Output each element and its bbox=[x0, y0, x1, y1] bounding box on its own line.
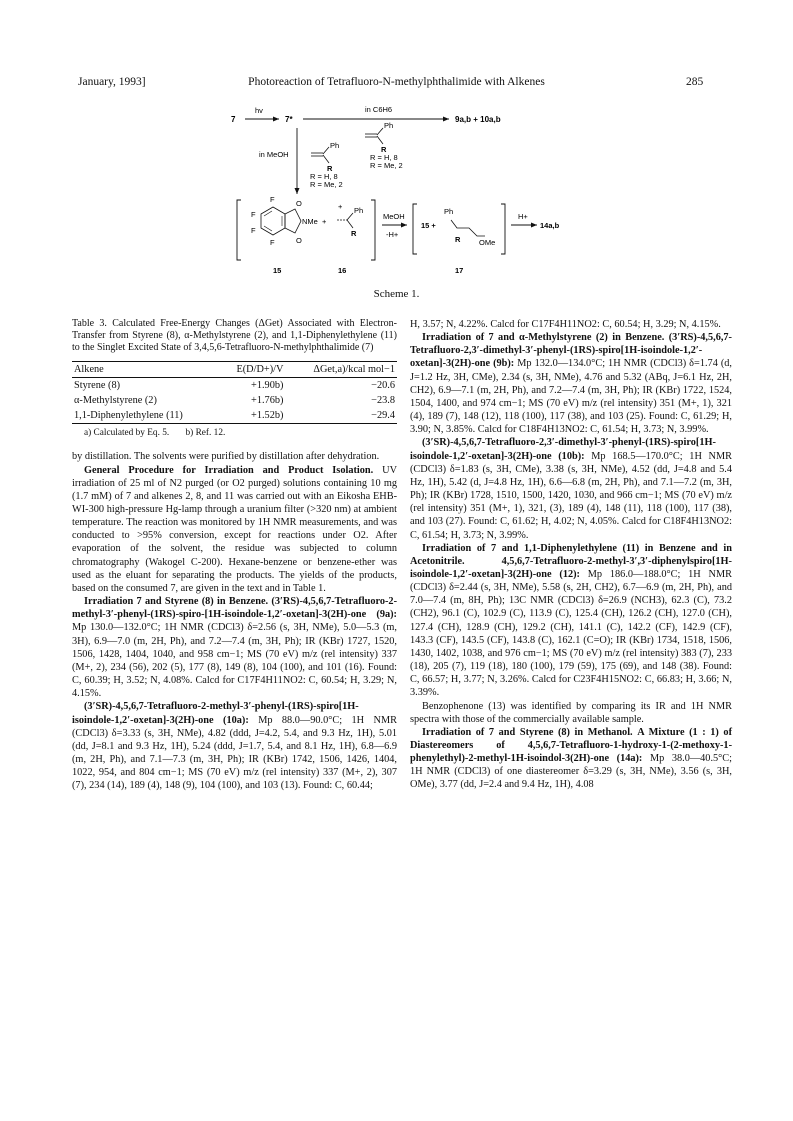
section-heading: General Procedure for Irradiation and Product Isolation. bbox=[84, 464, 374, 476]
scheme-f-2: F bbox=[251, 210, 256, 219]
running-head-date: January, 1993] bbox=[78, 76, 146, 88]
right-column bbox=[410, 318, 732, 792]
arrowhead-hv bbox=[273, 117, 279, 122]
table-cell-dg: −20.6 bbox=[371, 379, 395, 391]
bracket-right-1 bbox=[371, 200, 375, 260]
table-footnotes bbox=[84, 427, 397, 440]
compound-name: (3′RS)-4,5,6,7-Tetrafluoro-2-methyl-3′-phenyl-(1RS)-spiro-[1H-isoindole-1,2′-oxetan]-3(2H)-one (9a): bbox=[72, 596, 398, 621]
scheme-r-3: R bbox=[351, 229, 357, 238]
scheme-ph-4: Ph bbox=[444, 207, 454, 216]
paragraph bbox=[410, 542, 732, 700]
scheme-r-4: R bbox=[455, 235, 461, 244]
scheme-hv: hv bbox=[255, 106, 263, 115]
paragraph bbox=[410, 436, 732, 541]
left-column bbox=[72, 318, 397, 792]
table-row bbox=[72, 393, 397, 408]
arrowhead-meoh-horizontal bbox=[401, 223, 407, 228]
scheme-ph-3: Ph bbox=[354, 206, 364, 215]
ring-15-imide bbox=[285, 209, 301, 233]
scheme-minus-h: -H+ bbox=[386, 230, 399, 239]
bracket-right-2 bbox=[501, 204, 505, 254]
ring-15-benzene bbox=[261, 207, 285, 235]
scheme-f-3: F bbox=[251, 226, 256, 235]
scheme-caption: Scheme 1. bbox=[373, 288, 420, 300]
scheme-rdef-top-2: R = Me, 2 bbox=[370, 161, 403, 170]
radical-cation-bond-3 bbox=[347, 220, 353, 228]
scheme-plus-1: + bbox=[322, 217, 327, 226]
paragraph: by distillation. The solvents were purified by distillation after dehydration. bbox=[72, 451, 380, 463]
table-cell-potential: +1.90b) bbox=[251, 379, 284, 391]
scheme-in-c6h6: in C6H6 bbox=[365, 105, 393, 114]
scheme-plus-radical: + bbox=[338, 202, 343, 211]
scheme-rdef-left-2: R = Me, 2 bbox=[310, 180, 343, 189]
section-heading: Irradiation of 7 and α-Methylstyrene (2) in Benzene. bbox=[422, 332, 665, 344]
scheme-h-plus: H+ bbox=[518, 212, 528, 221]
scheme-label-7star: 7* bbox=[285, 115, 293, 124]
table-cell-alkene: 1,1-Diphenylethylene (11) bbox=[72, 408, 219, 424]
paragraph-text: Mp 168.5—170.0°C; 1H NMR (CDCl3) δ=1.83 (s, 3H, CMe), 3.38 (s, 3H, NMe), 4.52 (dd, J=4.8 and 5.4 Hz, 1H), 5.42 (d, J=4.8 Hz, 1H), 6.6—6.8 (m, 2H, Ph), and 7.1—7.2 (m, 3H, Ph); IR (KBr) 1728, 1510, 1500, 1420, 1030, and 966 cm−1; MS (70 eV) m/z (rel intensity) 351 (M+, 1), 321, (3), 189 (4), 148 (11), 118 (100), 117 (38), and 103 (27). Found: C, 61.62; H, 4.02; N, 4.05%. Calcd for C18F4H13NO2: C, 61.54; H, 3.73; N, 3.99%. bbox=[410, 450, 732, 541]
section-heading: Irradiation 7 and Styrene (8) in Benzene. bbox=[84, 596, 269, 608]
scheme-ph-2: Ph bbox=[330, 141, 340, 150]
scheme-f-4: F bbox=[270, 238, 275, 247]
table-cell-dg: −23.8 bbox=[371, 394, 395, 406]
table-row bbox=[72, 377, 397, 393]
scheme-f-1: F bbox=[270, 195, 275, 204]
paragraph-text: Mp 88.0—90.0°C; 1H NMR (CDCl3) δ=3.33 (s, 3H, NMe), 4.82 (ddd, J=4.2, 5.4, and 9.3 Hz, 1H), 5.01 (dd, J=8.1 and 9.3 Hz, 1H), 5.24 (ddd, J=1.7, 5.4, and 8.1 Hz, 1H), 6.8—6.9 (m, 2H, Ph), and 7.1—7.3 (m, 3H, Ph); IR (KBr) 1742, 1506, 1426, 1404, 1022, 954, and 804 cm−1; MS (70 eV) m/z (rel intensity) 337 (M+, 2), 307 (7), 234 (14), 189 (4), 148 (9), 104 (100), and 103 (13). Found: C, 60.44; bbox=[72, 714, 397, 792]
compound-name: (3′SR)-4,5,6,7-Tetrafluoro-2,3′-dimethyl-3′-phenyl-(1RS)-spiro[1H-isoindole-1,2′-oxetan]-3(2H)-one (10b): bbox=[410, 437, 716, 462]
table-header-row bbox=[72, 361, 397, 377]
paragraph bbox=[72, 595, 397, 700]
scheme-rdef-top-1: R = H, 8 bbox=[370, 153, 398, 162]
table-cell-potential: +1.52b) bbox=[219, 408, 285, 424]
paragraph-text: UV irradiation of 25 ml of N2 purged (or O2 purged) solutions containing 10 mg (1.7 mM) of 7 and alkenes 2, 8, and 11 was carried out with an Eikosha EHB-WI-300 high-pressure Hg-lamp through a uranium filter (>320 nm) at ambient temperature. The reaction was monitored by 1H NMR measurements, and was conducted to >95% conversion, except for reactions under O2. After evaporation of the solvent, the residue was subjected to column chromatography (Wakogel C-200). Hexane-benzene or benzene-ether was used as the eluant for separating the products. The yields of the products, based on the consumed 7, are given in the text and in Table 1. bbox=[72, 464, 398, 594]
section-heading: Irradiation of 7 and 1,1-Diphenylethylene (11) in Benzene and in Acetonitrile. bbox=[410, 542, 732, 567]
scheme-label-16: 16 bbox=[338, 266, 347, 275]
paragraph: Benzophenone (13) was identified by comparing its IR and 1H NMR spectra with those of the commercially available sample. bbox=[410, 700, 732, 725]
paragraph-text: Mp 132.0—134.0°C; 1H NMR (CDCl3) δ=1.74 (d, J=1.2 Hz, 3H, CMe), 2.34 (s, 3H, NMe), 4.76 and 5.32 (ABq, J=6.1 Hz, 2H, CH2), 6.9—7.1 (m, 2H, Ph), and 7.2—7.4 (m, 3H, Ph); IR (KBr) 1722, 1524, 1504, 1400, and 974 cm−1; MS (70 eV) m/z (rel intensity) 351 (M+, 1), 321 (4), 189 (7), 148 (12), 118 (100), 117 (38), and 103 (25). Found: C, 61.29; H, 3.90; N, 3.85%. Calcd for C18F4H13NO2: C, 61.54; H, 3.73; N, 3.99%. bbox=[410, 358, 732, 436]
section-heading: Irradiation of 7 and Styrene (8) in Methanol. bbox=[422, 726, 633, 738]
table-col-dg: ΔGet,a)/kcal mol−1 bbox=[285, 361, 397, 377]
scheme-o-2: O bbox=[296, 236, 302, 245]
scheme-r-2: R bbox=[327, 164, 333, 173]
scheme-ome: OMe bbox=[479, 238, 496, 247]
arrowhead-benzene bbox=[443, 117, 449, 122]
table-footnote-b: b) Ref. 12. bbox=[185, 428, 226, 439]
page-number: 285 bbox=[686, 76, 704, 88]
table-footnote-a: a) Calculated by Eq. 5. bbox=[84, 428, 170, 439]
bracket-left-1 bbox=[237, 200, 241, 260]
scheme-1-figure bbox=[215, 88, 575, 288]
paragraph: H, 3.57; N, 4.22%. Calcd for C17F4H11NO2: C, 60.54; H, 3.29; N, 4.15%. bbox=[410, 319, 721, 330]
scheme-r-1: R bbox=[381, 145, 387, 154]
table-cell-dg: −29.4 bbox=[285, 408, 397, 424]
scheme-rdef-left-1: R = H, 8 bbox=[310, 172, 338, 181]
scheme-o-1: O bbox=[296, 199, 302, 208]
compound-name: 4,5,6,7-Tetrafluoro-2-methyl-3′,3′-diphenylspiro[1H-isoindole-1,2′-oxetan]-3(2H)-one (12): bbox=[410, 555, 732, 580]
running-head-title: Photoreaction of Tetrafluoro-N-methylphthalimide with Alkenes bbox=[248, 76, 545, 88]
scheme-product-14: 14a,b bbox=[540, 221, 560, 230]
radical-cation-bond-2 bbox=[347, 213, 353, 220]
alkene-bond-r-1 bbox=[377, 136, 383, 144]
table-3-caption: Table 3. Calculated Free-Energy Changes (ΔGet) Associated with Electron-Transfer from Styrene (8), α-Methylstyrene (2), and 1,1-Diphenylethylene (11) to the Singlet Excited State of 3,4,5,6-Tetrafluoro-N-methylphthalimide (7) bbox=[72, 318, 397, 354]
table-row bbox=[72, 408, 397, 424]
scheme-nme: NMe bbox=[302, 217, 318, 226]
scheme-meoh-arrow: MeOH bbox=[383, 212, 405, 221]
table-col-alkene: Alkene bbox=[72, 361, 219, 377]
scheme-label-15: 15 bbox=[273, 266, 282, 275]
scheme-label-7: 7 bbox=[231, 115, 236, 124]
scheme-ph-1: Ph bbox=[384, 121, 394, 130]
table-cell-alkene: α-Methylstyrene (2) bbox=[74, 394, 157, 406]
scheme-label-17: 17 bbox=[455, 266, 464, 275]
alkene-bond-ph-1 bbox=[377, 128, 383, 135]
paragraph-text: Mp 186.0—188.0°C; 1H NMR (CDCl3) δ=2.44 (s, 3H, NMe), 5.58 (s, 2H, CH2), 6.7—6.9 (m, 2H, Ph), and 7.0—7.4 (m, 8H, Ph); 13C NMR (CDCl3) δ=26.9 (NCH3), 62.3 (C), 73.2 (CH2), 96.1 (C), 102.9 (C), 113.9 (C), 125.4 (CH), 126.2 (CH), 127.0 (CH), 127.4 (CH), 128.9 (CH), 129.2 (CH), 141.1 (C), 142.2 (CF), 142.9 (CF), 143.3 (CF), 143.5 (CF), 143.8 (C), 162.1 (C=O); IR (KBr) 1734, 1518, 1506, 1430, 1402, 1038, and 976 cm−1; MS (70 eV) m/z (rel intensity) 383 (7), 233 (18), 205 (7), 119 (18), 180 (100), 179 (59), 175 (69), and 148 (38). Found: C, 66.57; H, 3.77; N, 3.26%. Calcd for C23F4H15NO2: C, 66.83; H, 3.66; N, 3.39%. bbox=[410, 568, 732, 699]
paragraph bbox=[72, 700, 397, 792]
compound-name: (3′SR)-4,5,6,7-Tetrafluoro-2-methyl-3′-phenyl-(1RS)-spiro[1H-isoindole-1,2′-oxetan]-3(2H)-one (10a): bbox=[72, 701, 359, 726]
radical-17-chain bbox=[451, 220, 485, 236]
table-3 bbox=[72, 361, 397, 425]
arrowhead-h-plus bbox=[531, 223, 537, 228]
scheme-15-plus: 15 + bbox=[421, 221, 436, 230]
arrowhead-meoh-vertical bbox=[295, 188, 300, 194]
paragraph bbox=[410, 726, 732, 792]
paragraph-text: Mp 38.0—40.5°C; 1H NMR (CDCl3) of one diastereomer δ=3.29 (s, 3H, NMe), 3.56 (s, 3H, OMe), 3.77 (dd, J=2.4 and 9.4 Hz, 1H), 4.08 bbox=[410, 753, 733, 791]
table-cell-potential: +1.76b) bbox=[251, 394, 284, 406]
paragraph bbox=[72, 464, 397, 596]
bracket-left-2 bbox=[413, 204, 417, 254]
alkene-bond-r-2 bbox=[323, 155, 329, 163]
paragraph-text: Mp 130.0—132.0°C; 1H NMR (CDCl3) δ=2.56 (s, 3H, NMe), 5.0—5.3 (m, 3H), 6.9—7.0 (m, 2H, Ph), and 7.2—7.4 (m, 3H, Ph); IR (KBr) 1727, 1520, 1506, 1428, 1404, 1040, and 958 cm−1; MS (70 eV) m/z (rel intensity) 337 (M+, 2), 234 (56), 202 (5), 177 (8), 149 (8), 104 (100), and 101 (16). Found: C, 60.39; H, 3.52; N, 4.08%. Calcd for C17F4H11NO2: C, 60.54; H, 3.29; N, 4.15%. bbox=[72, 622, 397, 700]
alkene-bond-ph-2 bbox=[323, 147, 329, 154]
paragraph bbox=[410, 331, 732, 436]
compound-name: (3′RS)-4,5,6,7-Tetrafluoro-2,3′-dimethyl-3′-phenyl-(1RS)-spiro[1H-isoindole-1,2′-oxetan]-3(2H)-one (9b): bbox=[410, 332, 732, 370]
scheme-in-meoh: in MeOH bbox=[259, 150, 289, 159]
compound-name: A Mixture (1 : 1) of Diastereomers of 4,5,6,7-Tetrafluoro-1-hydroxy-1-(2-methoxy-1-phenylethyl)-2-methyl-1H-isoindol-3(2H)-one (14a): bbox=[410, 726, 732, 765]
scheme-products-top: 9a,b + 10a,b bbox=[455, 115, 501, 124]
table-col-potential: E(D/D+)/V bbox=[219, 361, 285, 377]
table-cell-alkene: Styrene (8) bbox=[74, 379, 121, 391]
